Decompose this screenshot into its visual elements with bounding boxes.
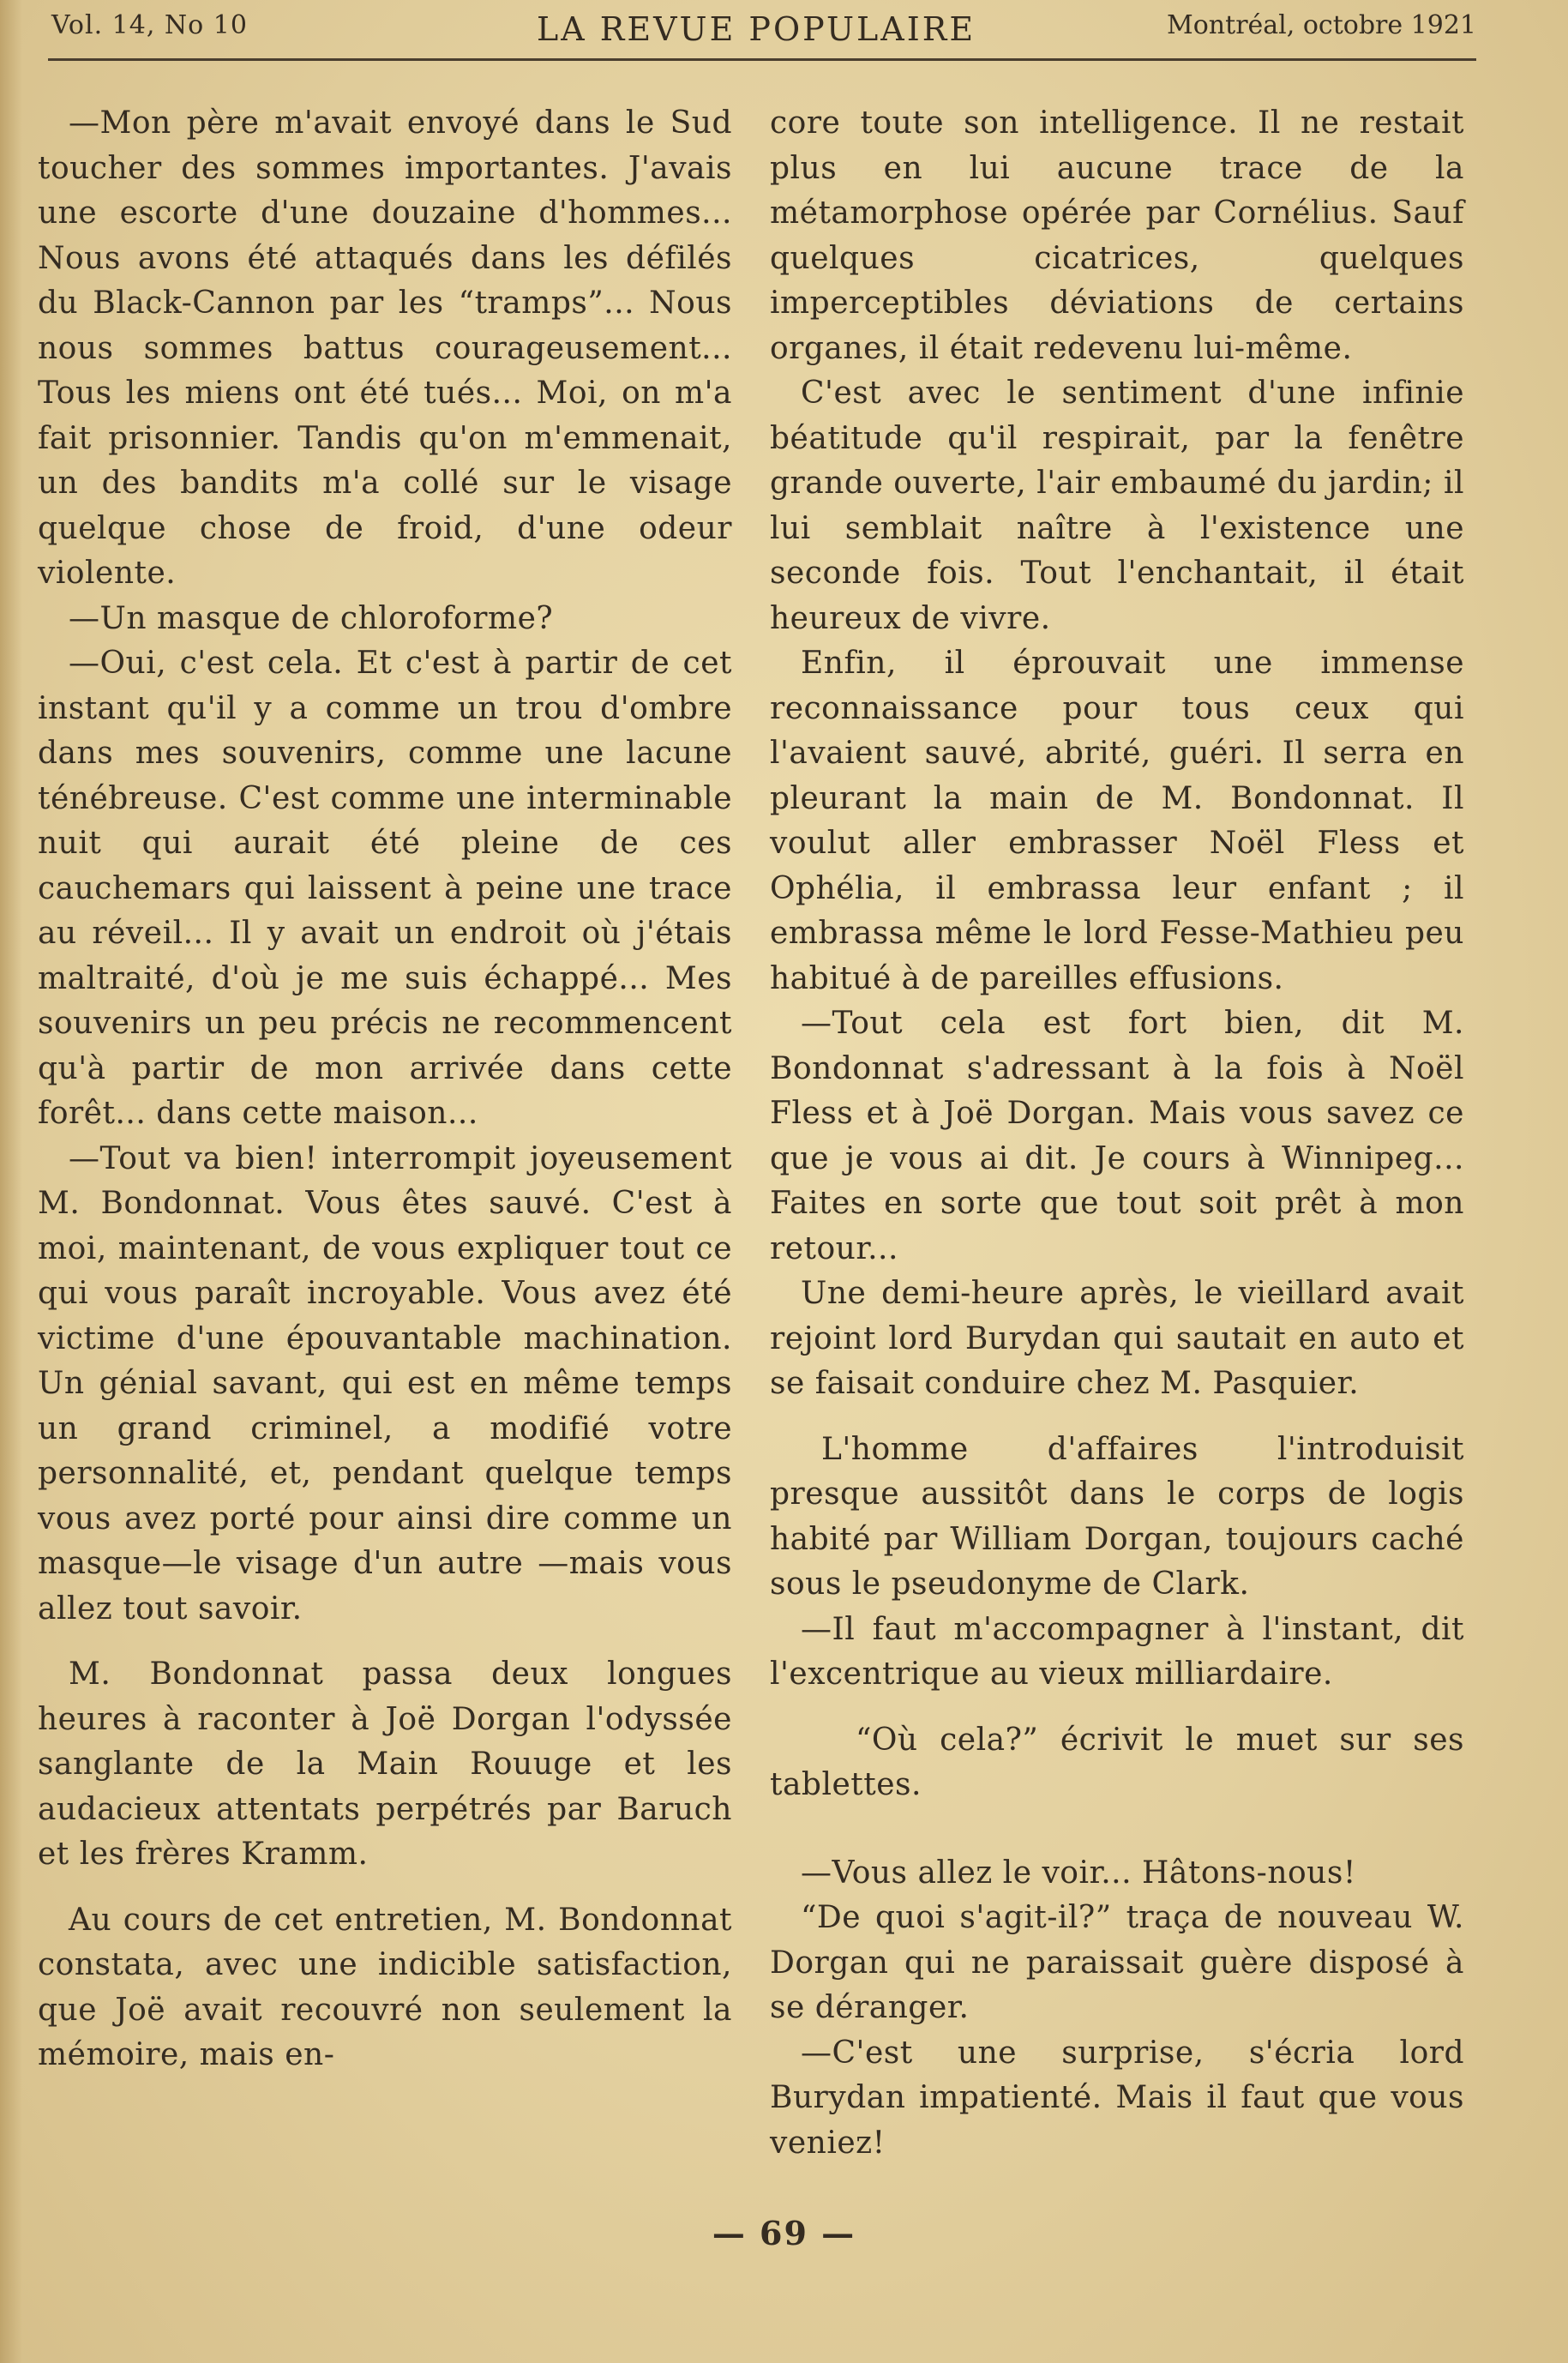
left-column: [38, 101, 732, 2078]
paragraph: L'homme d'affaires l'introduisit presque aussitôt dans le corps de logis habité par William Dorgan, toujours caché sous le pseudonyme de Clark.: [770, 1431, 1464, 1602]
magazine-title: LA REVUE POPULAIRE: [537, 10, 976, 48]
paragraph-spacer: [770, 1808, 1464, 1851]
right-column: [770, 101, 1464, 2166]
header-rule: [48, 58, 1476, 61]
paragraph: Au cours de cet entretien, M. Bondonnat constata, avec une indicible satisfaction, que Joë avait recouvré non seulement la mémoire, mais en-: [38, 1902, 732, 2072]
paper-edge-shadow: [0, 0, 22, 2363]
dateline: Montréal, octobre 1921: [1167, 10, 1476, 40]
page-number: — 69 —: [712, 2214, 856, 2252]
paragraph-spacer: [38, 1632, 732, 1652]
paragraph: —Mon père m'avait envoyé dans le Sud toucher des sommes importantes. J'avais une escorte d'une douzaine d'hommes... Nous avons été attaqués dans les défilés du Black-Cannon par les “tramps”... Nous nous sommes battus courageusement... Tous les miens ont été tués... Moi, on m'a fait prisonnier. Tandis qu'on m'emmenait, un des bandits m'a collé sur le visage quelque chose de froid, d'une odeur violente.: [38, 105, 732, 591]
paragraph-spacer: [38, 1878, 732, 1898]
paragraph: —Tout va bien! interrompit joyeusement M. Bondonnat. Vous êtes sauvé. C'est à moi, maintenant, de vous expliquer tout ce qui vous paraît incroyable. Vous avez été victime d'une épouvantable machination. Un génial savant, qui est en même temps un grand criminel, a modifié votre personnalité, et, pendant quelque temps vous avez porté pour ainsi dire comme un masque—le visage d'un autre —mais vous allez tout savoir.: [38, 1140, 732, 1626]
paragraph: Enfin, il éprouvait une immense reconnaissance pour tous ceux qui l'avaient sauvé, abrité, guéri. Il serra en pleurant la main de M. Bondonnat. Il voulut aller embrasser Noël Fless et Ophélia, il embrassa leur enfant ; il embrassa même le lord Fesse-Mathieu peu habitué à de pareilles effusions.: [770, 646, 1464, 996]
paragraph: Une demi-heure après, le vieillard avait rejoint lord Burydan qui sautait en auto et se faisait conduire chez M. Pasquier.: [770, 1276, 1464, 1401]
paragraph: —Il faut m'accompagner à l'instant, dit l'excentrique au vieux milliardaire.: [770, 1611, 1464, 1692]
paragraph: core toute son intelligence. Il ne restait plus en lui aucune trace de la métamorphose opérée par Cornélius. Sauf quelques cicatrices, quelques imperceptibles déviations de certains organes, il était redevenu lui-même.: [770, 105, 1464, 366]
paragraph: “Où cela?” écrivit le muet sur ses tablettes.: [770, 1722, 1464, 1802]
paragraph: —Vous allez le voir... Hâtons-nous!: [801, 1855, 1356, 1891]
paragraph: —Un masque de chloroforme?: [69, 600, 554, 636]
paragraph: —C'est une surprise, s'écria lord Burydan impatienté. Mais il faut que vous veniez!: [770, 2035, 1464, 2161]
paragraph-spacer: [770, 1407, 1464, 1428]
paragraph: C'est avec le sentiment d'une infinie béatitude qu'il respirait, par la fenêtre grande ouverte, l'air embaumé du jardin; il lui semblait naître à l'existence une seconde fois. Tout l'enchantait, il était heureux de vivre.: [770, 376, 1464, 636]
page-header: [48, 10, 1476, 58]
paragraph: “De quoi s'agit-il?” traça de nouveau W. Dorgan qui ne paraissait guère disposé à se déranger.: [770, 1900, 1464, 2025]
volume-number: Vol. 14, No 10: [51, 10, 248, 40]
paragraph: M. Bondonnat passa deux longues heures à raconter à Joë Dorgan l'odyssée sanglante de la Main Rouuge et les audacieux attentats perpétrés par Baruch et les frères Kramm.: [38, 1657, 732, 1872]
paragraph: —Tout cela est fort bien, dit M. Bondonnat s'adressant à la fois à Noël Fless et à Joë Dorgan. Mais vous savez ce que je vous ai dit. Je cours à Winnipeg... Faites en sorte que tout soit prêt à mon retour...: [770, 1006, 1464, 1266]
paragraph: —Oui, c'est cela. Et c'est à partir de cet instant qu'il y a comme un trou d'ombre dans mes souvenirs, comme une lacune ténébreuse. C'est comme une interminable nuit qui aurait été pleine de ces cauchemars qui laissent à peine une trace au réveil... Il y avait un endroit où j'étais maltraité, d'où je me suis échappé... Mes souvenirs un peu précis ne recommencent qu'à partir de mon arrivée dans cette forêt... dans cette maison...: [38, 646, 732, 1131]
paragraph-spacer: [770, 1698, 1464, 1718]
